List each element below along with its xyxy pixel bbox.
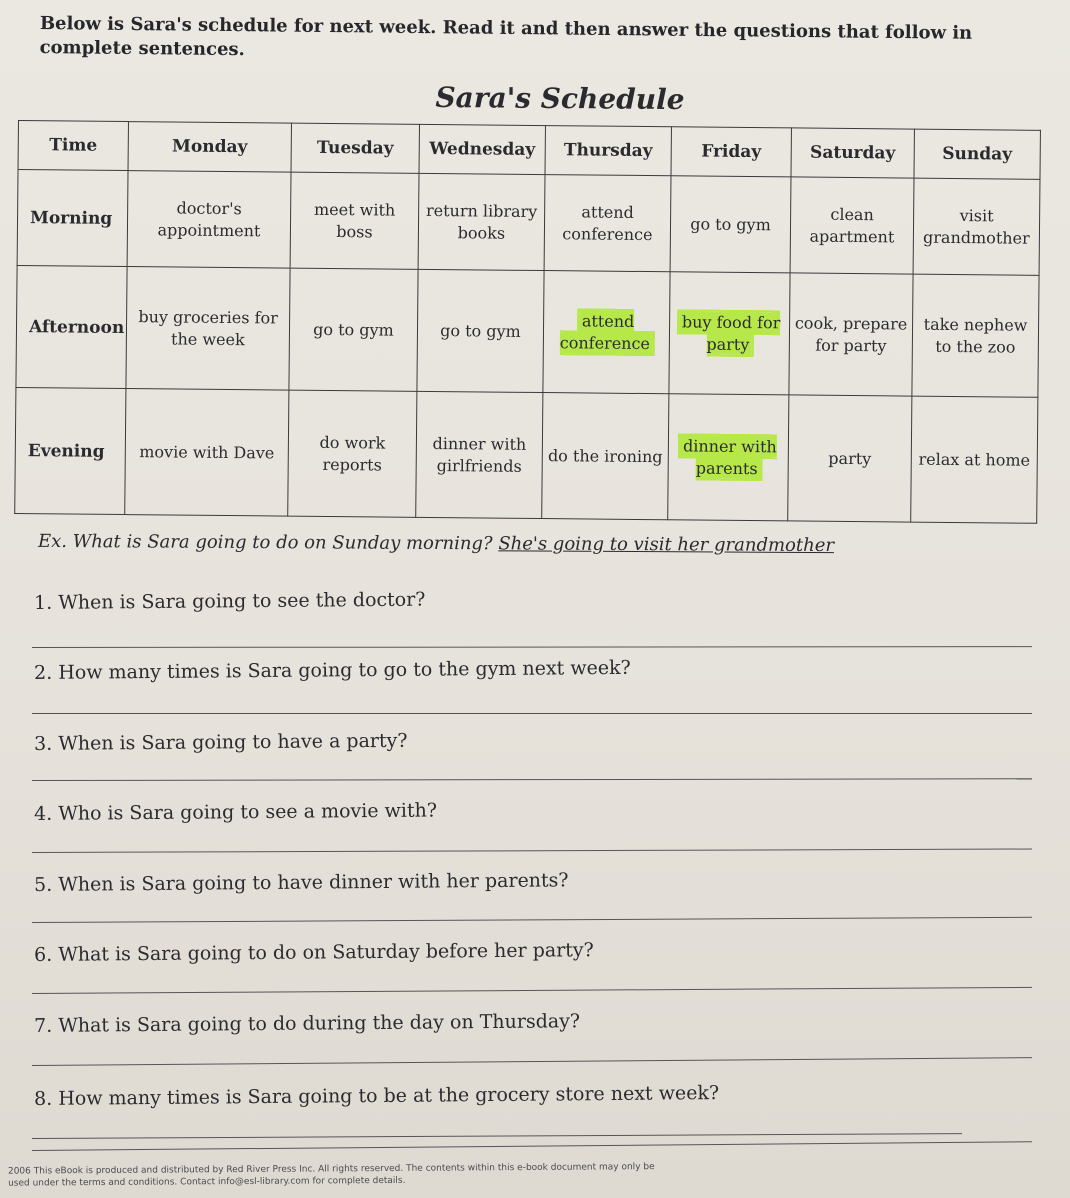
header-tuesday: Tuesday [291, 123, 419, 173]
table-cell: clean apartment [790, 177, 914, 274]
question-7: 7. What is Sara going to do during the day on Thursday? [34, 1010, 581, 1037]
answer-line-4[interactable] [32, 849, 1032, 853]
question-2: 2. How many times is Sara going to go to the gym next week? [34, 656, 631, 684]
row-label-evening: Evening [15, 387, 126, 514]
header-thursday: Thursday [545, 126, 671, 176]
row-morning [17, 170, 1040, 276]
header-friday: Friday [671, 127, 791, 177]
row-afternoon [16, 265, 1039, 397]
instructions: Below is Sara's schedule for next week. Read it and then answer the questions that follow in complete sentences. [39, 12, 973, 61]
table-cell: party [788, 395, 912, 522]
header-wednesday: Wednesday [419, 124, 545, 174]
table-cell-highlighted [543, 271, 670, 394]
question-6: 6. What is Sara going to do on Saturday before her party? [34, 939, 594, 966]
header-sunday: Sunday [914, 129, 1040, 179]
table-cell: dinner with girlfriends [416, 391, 543, 518]
example-question: Ex. What is Sara going to do on Sunday morning? [37, 530, 493, 555]
header-time: Time [18, 121, 128, 171]
header-monday: Monday [128, 122, 291, 173]
answer-line-8[interactable] [32, 1141, 1032, 1151]
schedule-title: Sara's Schedule [435, 80, 685, 117]
schedule-table [14, 120, 1041, 524]
table-cell: go to gym [289, 268, 418, 391]
table-cell: cook, prepare for party [789, 273, 913, 396]
question-5: 5. When is Sara going to have dinner with her parents? [34, 869, 569, 896]
table-cell: meet with boss [290, 172, 419, 269]
example-item [38, 531, 834, 556]
answer-line-5[interactable] [32, 917, 1032, 923]
footer-line-1: 2006 This eBook is produced and distributed by Red River Press Inc. All rights reserved. The contents within this e-book document may only be [7, 1162, 655, 1177]
answer-line-8-short[interactable] [32, 1133, 962, 1139]
table-cell: go to gym [670, 176, 791, 273]
table-cell: do work reports [288, 390, 417, 517]
table-cell-highlighted [668, 394, 789, 521]
answer-line-3[interactable] [32, 778, 1032, 781]
table-cell: movie with Dave [125, 389, 289, 517]
example-answer: She's going to visit her grandmother [498, 533, 835, 557]
header-saturday: Saturday [791, 128, 914, 178]
table-cell: visit grandmother [913, 178, 1040, 275]
answer-line-1[interactable] [32, 646, 1032, 648]
footer-line-2: used under the terms and conditions. Contact info@esl-library.com for complete details. [8, 1175, 406, 1189]
question-3: 3. When is Sara going to have a party? [34, 729, 408, 755]
question-8: 8. How many times is Sara going to be at the grocery store next week? [34, 1082, 720, 1110]
highlight-mark: attend conference [560, 310, 653, 354]
row-label-afternoon: Afternoon [16, 265, 127, 388]
table-cell: go to gym [417, 269, 544, 392]
highlight-mark: buy food for party [679, 311, 781, 355]
answer-line-7[interactable] [32, 1057, 1032, 1066]
table-cell: relax at home [911, 396, 1038, 523]
table-cell: take nephew to the zoo [912, 274, 1039, 397]
table-cell: doctor's appointment [127, 171, 291, 269]
row-label-morning: Morning [17, 170, 128, 267]
table-cell-highlighted [669, 272, 790, 395]
table-cell: do the ironing [542, 393, 669, 520]
answer-line-2[interactable] [32, 713, 1032, 714]
row-evening [15, 387, 1038, 523]
answer-line-6[interactable] [32, 987, 1032, 994]
table-cell: attend conference [544, 175, 671, 272]
highlight-mark: dinner with parents [680, 435, 777, 479]
question-1: 1. When is Sara going to see the doctor? [34, 588, 426, 614]
copyright-footer [8, 1158, 1048, 1189]
table-cell: return library books [418, 173, 545, 270]
table-cell: buy groceries for the week [126, 267, 290, 391]
question-4: 4. Who is Sara going to see a movie with? [34, 799, 438, 825]
